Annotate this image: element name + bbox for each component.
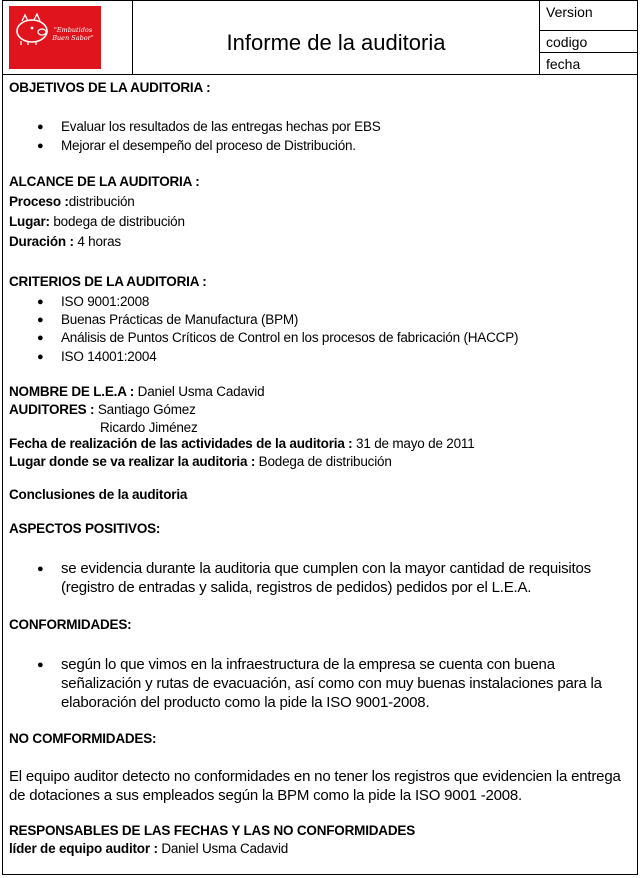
criterios-heading: CRITERIOS DE LA AUDITORIA : [9,274,207,289]
report-title: Informe de la auditoria [226,29,446,55]
positivos-heading: ASPECTOS POSITIVOS: [9,521,161,536]
proceso-value: distribución [68,194,135,209]
no-conformidades-text: El equipo auditor detecto no conformidades en no tener los registros que evidencien la entrega de dotaciones a sus empleados según la BPM como la pide la ISO 9001 -2008. [9,768,621,804]
alcance-lugar [9,214,185,229]
header-meta-cells [539,1,637,75]
criterio-item: ISO 9001:2008 [61,294,150,309]
proceso-label: Proceso : [9,194,69,209]
no-conformidades-heading: NO COMFORMIDADES: [9,731,157,746]
bullet-icon: ● [37,140,44,152]
lugar-value: bodega de distribución [49,214,185,229]
criterio-item: Buenas Prácticas de Manufactura (BPM) [61,312,299,327]
header-logo-cell [3,1,133,75]
lider-label: líder de equipo auditor : [9,841,158,856]
responsables-heading: RESPONSABLES DE LAS FECHAS Y LAS NO CONFORMIDADES [9,823,415,838]
fecha-value: 31 de mayo de 2011 [352,436,475,451]
bullet-icon: ● [37,314,44,326]
lider-line [9,841,288,856]
auditor-2: Ricardo Jiménez [100,420,198,435]
conformidades-item: según lo que vimos en la infraestructura de la empresa se cuenta con buena señalización y rutas de evacuación, así como con muy buenas instalaciones para la elaboración del producto como la pide la ISO 9001-2008. [61,656,602,711]
alcance-proceso [9,194,135,209]
report-title-cell [133,1,539,75]
criterio-item: Análisis de Puntos Críticos de Control en los procesos de fabricación (HACCP) [61,330,519,345]
fecha-label: Fecha de realización de las actividades de la auditoria : [9,436,353,451]
lugar-auditoria-value: Bodega de distribución [255,454,392,469]
conformidades-heading: CONFORMIDADES: [9,617,132,632]
company-logo [9,6,101,69]
bullet-icon: ● [37,351,44,363]
audit-report-document [2,0,638,875]
bullet-icon: ● [37,563,44,575]
fecha-line [9,436,475,451]
alcance-heading: ALCANCE DE LA AUDITORIA : [9,174,200,189]
bullet-icon: ● [37,332,44,344]
lugar-auditoria-label: Lugar donde se va realizar la auditoria : [9,454,256,469]
bullet-icon: ● [37,121,44,133]
lea-label: NOMBRE DE L.E.A : [9,384,135,399]
alcance-duracion [9,234,121,249]
objetivos-heading: OBJETIVOS DE LA AUDITORIA : [9,80,211,95]
logo-text: "Embutidos Buen Sabor" [52,26,94,42]
conclusiones-heading: Conclusiones de la auditoria [9,487,188,502]
positivos-item: se evidencia durante la auditoria que cumplen con la mayor cantidad de requisitos (registro de entradas y salida, registros de pedidos) pedidos por el L.E.A. [61,560,591,596]
lugar-auditoria-line [9,454,392,469]
lea-value: Daniel Usma Cadavid [134,384,265,399]
bullet-icon: ● [37,296,44,308]
pig-icon [12,12,52,46]
criterio-item: ISO 14001:2004 [61,349,157,364]
bullet-icon: ● [37,659,44,671]
auditor-1: Santiago Gómez [94,402,196,417]
auditores-line [9,402,196,417]
lider-value: Daniel Usma Cadavid [157,841,289,856]
meta-fecha: fecha [546,56,581,72]
lugar-label: Lugar: [9,214,50,229]
meta-version: Version [540,1,637,31]
duracion-value: 4 horas [73,234,121,249]
meta-codigo: codigo [540,31,637,53]
lea-line [9,384,264,399]
objetivo-item: Evaluar los resultados de las entregas hechas por EBS [61,119,381,134]
objetivo-item: Mejorar el desempeño del proceso de Distribución. [61,138,356,153]
duracion-label: Duración : [9,234,74,249]
auditores-label: AUDITORES : [9,402,95,417]
